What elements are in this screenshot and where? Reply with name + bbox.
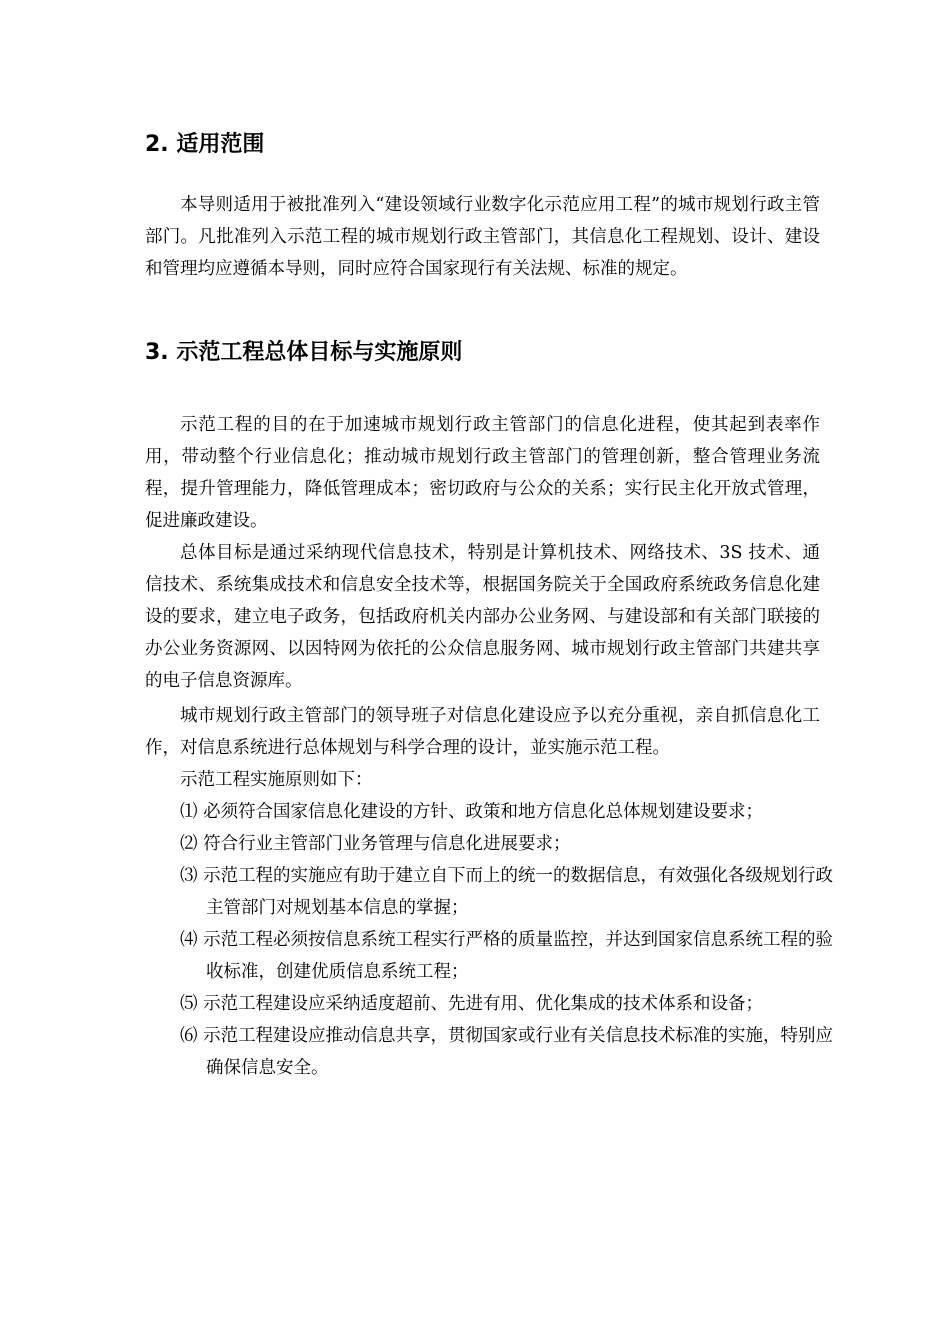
section-heading-scope: 2. 适用范围 <box>145 132 265 157</box>
principle-item-3: ⑶ 示范工程的实施应有助于建立自下而上的统一的数据信息，有效强化各级规划行政主管部门对规划基本信息的掌握； <box>180 866 834 918</box>
paragraph-leadership: 城市规划行政主管部门的领导班子对信息化建设应予以充分重视，亲自抓信息化工作，对信息系统进行总体规划与科学合理的设计，並实施示范工程。 <box>145 706 820 758</box>
principle-item-5: ⑸ 示范工程建设应采纳适度超前、先进有用、优化集成的技术体系和设备； <box>180 994 764 1014</box>
principle-item-2: ⑵ 符合行业主管部门业务管理与信息化进展要求； <box>180 834 571 854</box>
paragraph-scope: 本导则适用于被批准列入“建设领域行业数字化示范应用工程”的城市规划行政主管部门。凡批准列入示范工程的城市规划行政主管部门，其信息化工程规划、设计、建设和管理均应遵循本导则，同时应符合国家现行有关法规、标准的规定。 <box>145 195 820 279</box>
principle-item-6: ⑹ 示范工程建设应推动信息共享，贯彻国家或行业有关信息技术标准的实施，特别应确保信息安全。 <box>180 1026 834 1078</box>
paragraph-purpose: 示范工程的目的在于加速城市规划行政主管部门的信息化进程，使其起到表率作用，带动整个行业信息化；推动城市规划行政主管部门的管理创新，整合管理业务流程，提升管理能力，降低管理成本；密切政府与公众的关系；实行民主化开放式管理，促进廉政建设。 <box>145 415 820 531</box>
paragraph-overall-goal: 总体目标是通过采纳现代信息技术，特别是计算机技术、网络技术、3S 技术、通信技术、系统集成技术和信息安全技术等，根据国务院关于全国政府系统政务信息化建设的要求，建立电子政务，包括政府机关内部办公业务网、与建设部和有关部门联接的办公业务资源网、以因特网为依托的公众信息服务网、城市规划行政主管部门共建共享的电子信息资源库。 <box>145 543 820 691</box>
principle-item-1: ⑴ 必须符合国家信息化建设的方针、政策和地方信息化总体规划建设要求； <box>180 802 764 822</box>
paragraph-principles-intro: 示范工程实施原则如下： <box>180 770 373 790</box>
principle-item-4: ⑷ 示范工程必须按信息系统工程实行严格的质量监控，并达到国家信息系统工程的验收标准，创建优质信息系统工程； <box>180 930 834 982</box>
section-heading-goals: 3. 示范工程总体目标与实施原则 <box>145 340 463 365</box>
